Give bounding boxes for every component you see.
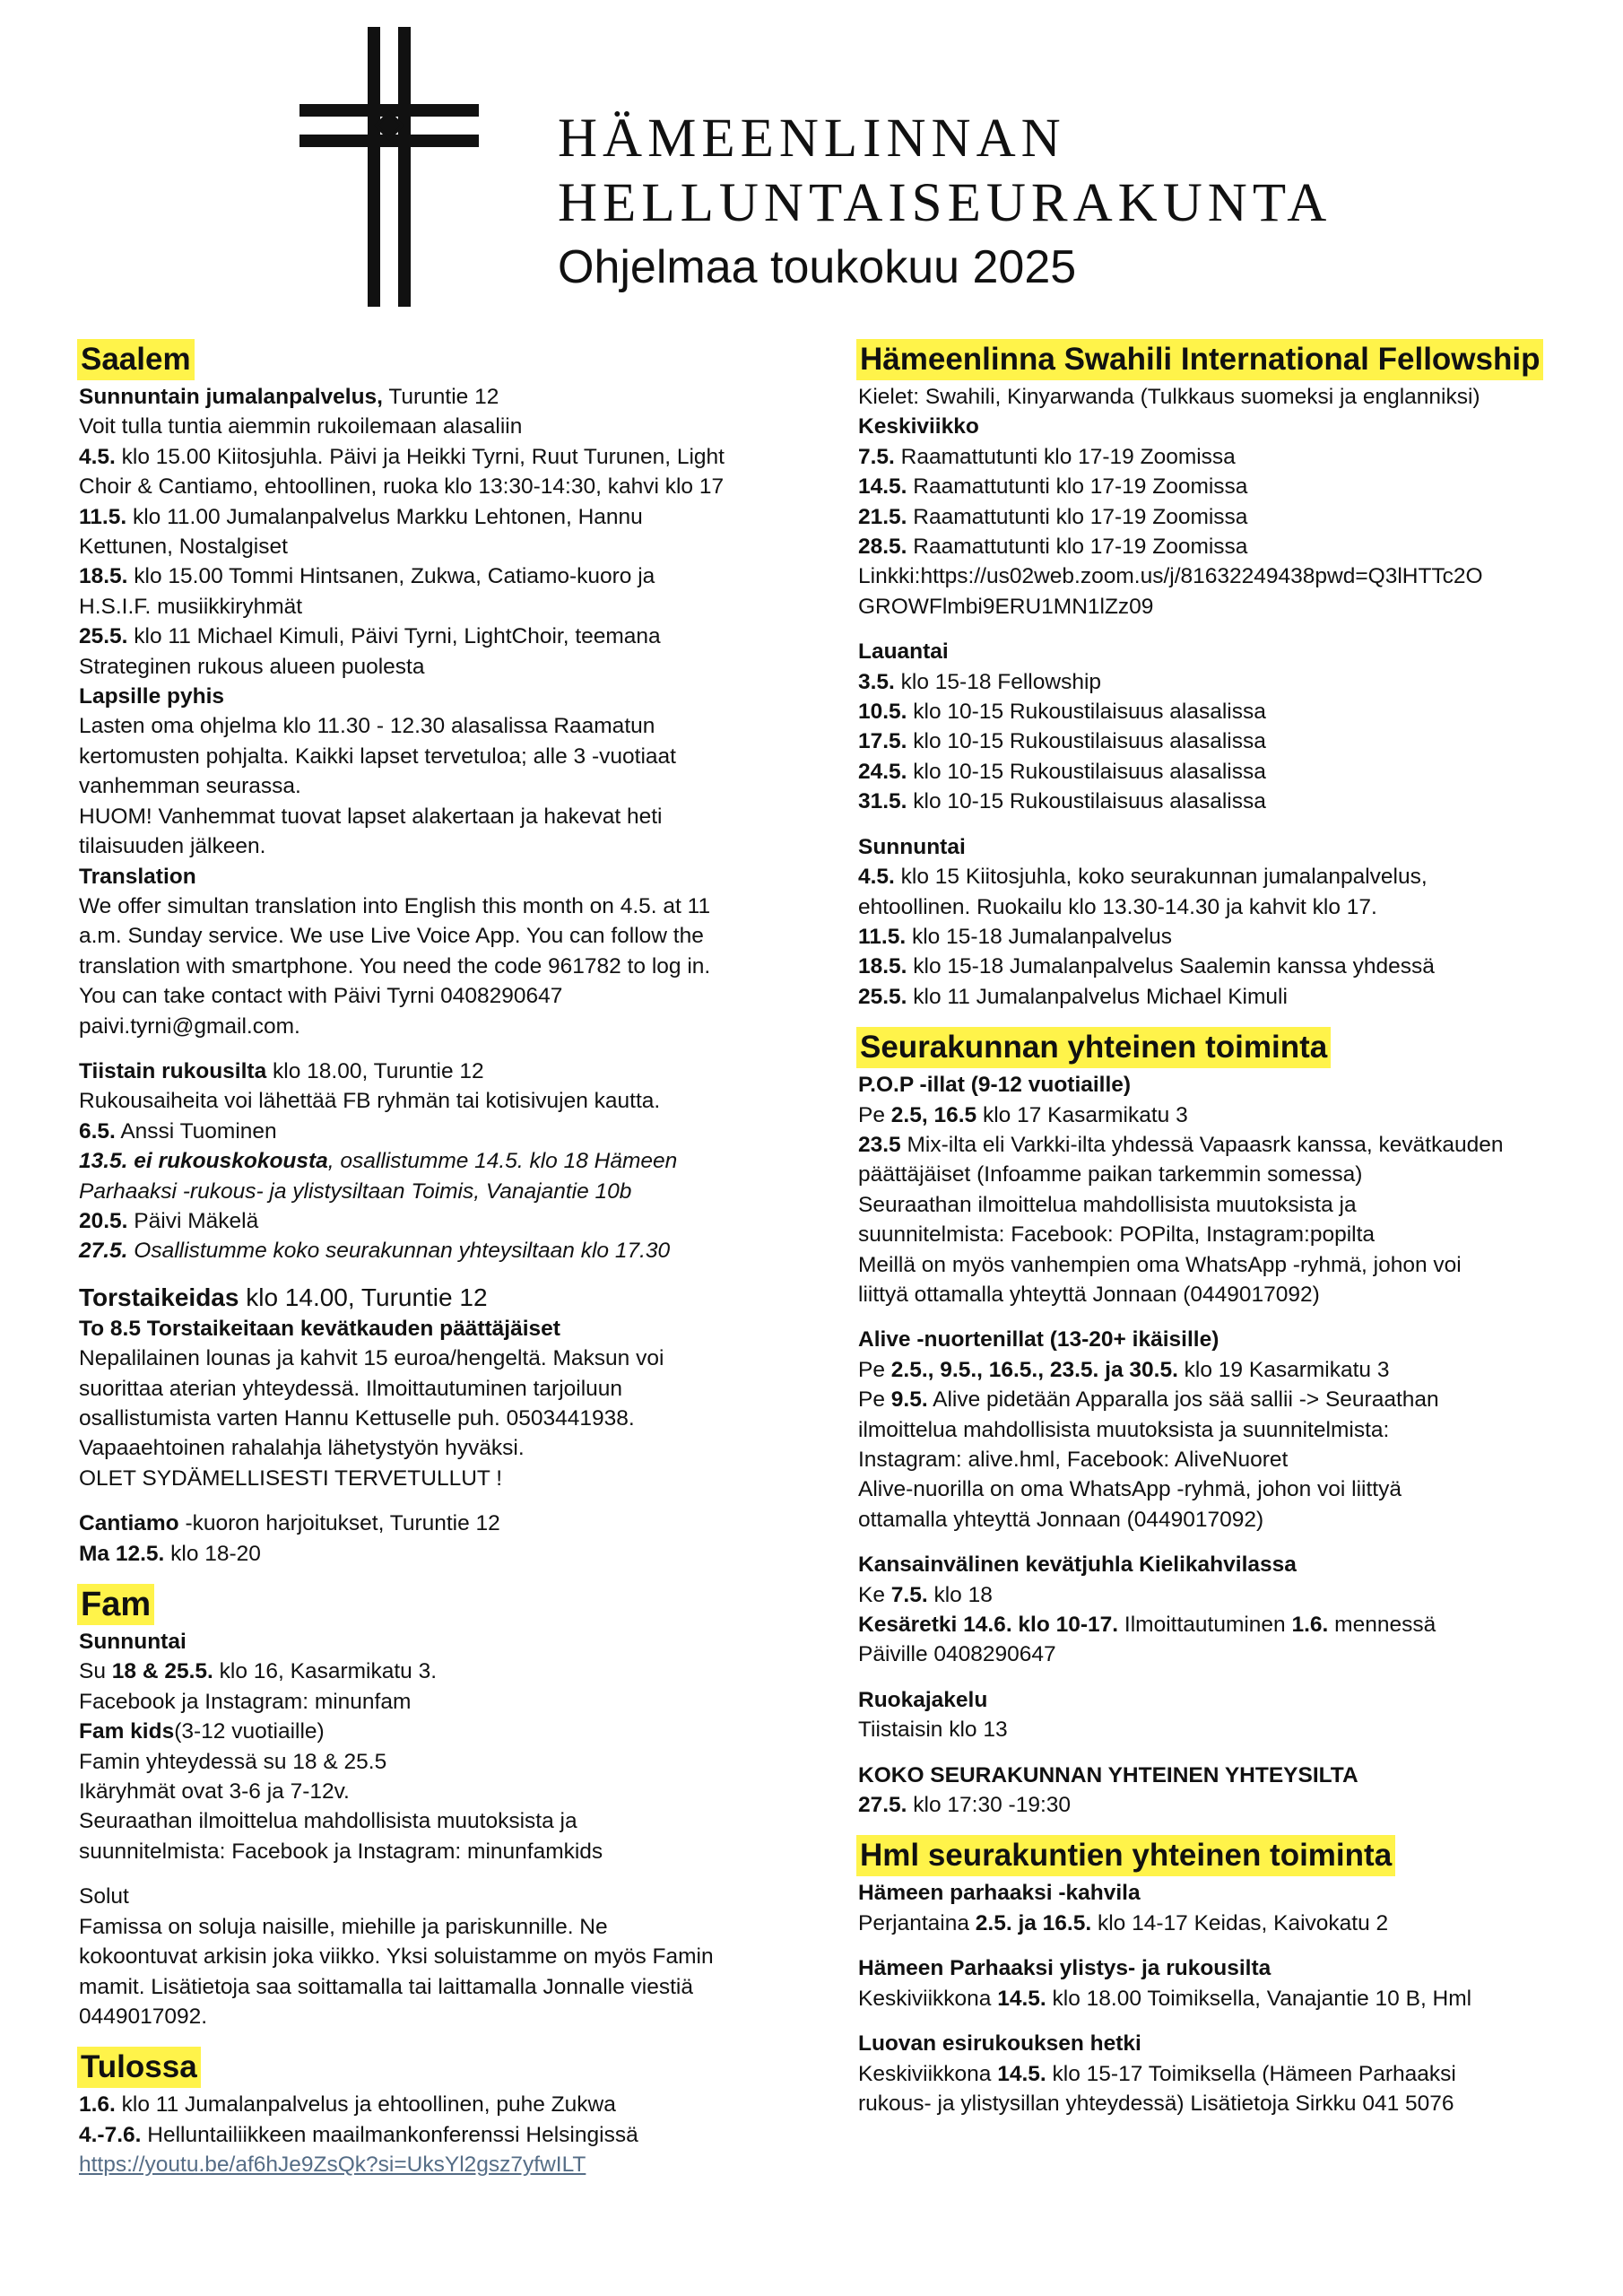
alive-event [858, 1385, 1575, 1414]
event-text: klo 10-15 Rukoustilaisuus alasalissa [907, 729, 1266, 754]
event-text: klo 11 Jumalanpalvelus ja ehtoollinen, puhe Zukwa [115, 2092, 616, 2118]
koko-title-text: KOKO SEURAKUNNAN YHTEINEN YHTEYSILTA [858, 1762, 1358, 1787]
saalem-event [79, 561, 832, 591]
day-prefix: Pe [858, 1357, 891, 1382]
thursday-text: OLET SYDÄMELLISESTI TERVETULLUT ! [79, 1465, 503, 1491]
event-date: 21.5. [858, 504, 907, 529]
event-date: 2.5., 9.5., 16.5., 23.5. ja 30.5. [890, 1357, 1178, 1382]
event-date: 13.5. [79, 1149, 128, 1174]
section-title-swahili: Hämeenlinna Swahili International Fellowship [856, 339, 1543, 380]
hml-cafe-line [858, 1909, 1575, 1938]
event-date: 18 & 25.5. [111, 1659, 213, 1684]
kids-title-text: Lapsille pyhis [79, 684, 225, 709]
left-column [79, 339, 832, 2180]
alive-dates-line [858, 1355, 1575, 1385]
event-date: 25.5. [858, 984, 907, 1009]
day-prefix: Keskiviikkona [858, 2061, 998, 2086]
event-text: klo 15-17 Toimiksella (Hämeen Parhaaksi [1046, 2061, 1456, 2086]
hml-worship-title-text: Hämeen Parhaaksi ylistys- ja rukousilta [858, 1956, 1271, 1981]
alive-text: Alive-nuorilla on oma WhatsApp -ryhmä, johon voi liittyä [858, 1477, 1402, 1502]
alive-title-text: Alive -nuortenillat (13-20+ ikäisille) [858, 1327, 1219, 1352]
day-prefix: Pe [858, 1102, 891, 1127]
alive-title [858, 1325, 1575, 1354]
food-text: Tiistaisin klo 13 [858, 1718, 1008, 1743]
swahili-section-heading [858, 339, 1575, 380]
event-text-cont: Parhaaksi -rukous- ja ylistysiltaan Toimis, Vanajantie 10b [79, 1178, 632, 1204]
cantiamo-label: Cantiamo [79, 1511, 179, 1536]
day-prefix: Ke [858, 1582, 891, 1607]
saalem-event-cont: Kettunen, Nostalgiset [79, 535, 288, 560]
event-date: 27.5. [858, 1793, 907, 1818]
koko-date-line [858, 1790, 1575, 1820]
pop-text: liittyä ottamalla yhteyttä Jonnaan (0449017092) [858, 1282, 1320, 1307]
fam-social: Facebook ja Instagram: minunfam [79, 1689, 412, 1714]
coming-event [79, 2120, 832, 2150]
fam-kids-label: Fam kids [79, 1719, 175, 1744]
event-date: 10.5. [858, 700, 907, 725]
event-date: 2.5. ja 16.5. [975, 1910, 1092, 1935]
event-text: Raamattutunti klo 17-19 Zoomissa [907, 535, 1248, 560]
section-title-fam: Fam [77, 1584, 154, 1625]
event-date: 20.5. [79, 1208, 128, 1233]
pop-event [858, 1130, 1575, 1160]
tuesday-label: Tiistain rukousilta [79, 1058, 267, 1083]
event-date: 3.5. [858, 669, 895, 694]
event-date: 14.5. [858, 474, 907, 500]
event-date: 14.5. [997, 1986, 1046, 2011]
event-text: klo 17 Kasarmikatu 3 [976, 1102, 1188, 1127]
kids-text: vanhemman seurassa. [79, 774, 301, 799]
sunday-service-note: Voit tulla tuntia aiemmin rukoilemaan alasaliin [79, 414, 523, 439]
event-text: Päivi Mäkelä [127, 1208, 259, 1233]
event-text: klo 10-15 Rukoustilaisuus alasalissa [907, 759, 1266, 784]
event-text: klo 18.00 Toimiksella, Vanajantie 10 B, Hml [1046, 1986, 1472, 2011]
hml-cafe-title-text: Hämeen parhaaksi -kahvila [858, 1881, 1141, 1906]
sunday-service-place: Turuntie 12 [382, 385, 499, 409]
solut-text: 0449017092. [79, 2004, 208, 2029]
sunday-service-label: Sunnuntain jumalanpalvelus, [79, 385, 383, 409]
translation-text: We offer simultan translation into English this month on 4.5. at 11 [79, 893, 711, 918]
trip-contact: Päiville 0408290647 [858, 1642, 1056, 1667]
trip-text: Ilmoittautuminen [1118, 1613, 1292, 1638]
event-text: klo 18 [927, 1582, 993, 1607]
solut-title: Solut [79, 1884, 129, 1909]
sunday-event-cont: ehtoollinen. Ruokailu klo 13.30-14.30 ja kahvit klo 17. [858, 894, 1377, 919]
event-text: klo 15.00 Kiitosjuhla. Päivi ja Heikki Tyrni, Ruut Turunen, Light [115, 444, 725, 469]
alive-text: ottamalla yhteyttä Jonnaan (0449017092) [858, 1507, 1264, 1532]
hml-prayer-line [858, 2059, 1575, 2089]
saalem-section-heading [79, 339, 832, 380]
sunday-event [858, 982, 1575, 1012]
event-text-bold: ei rukouskokousta [127, 1149, 328, 1174]
thursday-text: Nepalilainen lounas ja kahvit 15 euroa/hengeltä. Maksun voi [79, 1346, 664, 1371]
event-text: klo 15-18 Fellowship [894, 669, 1102, 694]
pop-text: päättäjäiset (Infoamme paikan tarkemmin somessa) [858, 1162, 1363, 1187]
event-text: klo 19 Kasarmikatu 3 [1177, 1357, 1390, 1382]
cantiamo-time: klo 18-20 [164, 1541, 261, 1566]
kids-text: kertomusten pohjalta. Kaikki lapset tervetuloa; alle 3 -vuotiaat [79, 744, 676, 769]
event-date: 6.5. [79, 1118, 116, 1144]
event-text: klo 10-15 Rukoustilaisuus alasalissa [907, 700, 1266, 725]
coming-section-heading [79, 2047, 832, 2088]
koko-title [858, 1761, 1575, 1790]
event-text: Raamattutunti klo 17-19 Zoomissa [907, 474, 1248, 500]
event-date: 25.5. [79, 624, 128, 649]
sunday-service-line [79, 382, 832, 412]
saturday-title [858, 637, 1575, 666]
event-text: Raamattutunti klo 17-19 Zoomissa [894, 444, 1236, 469]
page-subtitle: Ohjelmaa toukokuu 2025 [558, 241, 1077, 293]
intl-date-line [858, 1580, 1575, 1610]
cantiamo-text: -kuoron harjoitukset, Turuntie 12 [178, 1511, 500, 1536]
thursday-label: Torstaikeidas [79, 1283, 239, 1311]
hml-prayer-title [858, 2029, 1575, 2058]
translation-text: You can take contact with Päivi Tyrni 0408290647 [79, 984, 563, 1009]
trip-deadline: 1.6. [1291, 1613, 1329, 1638]
fam-kids-text: Ikäryhmät ovat 3-6 ja 7-12v. [79, 1779, 350, 1805]
sunday-title [858, 832, 1575, 862]
saturday-event [858, 726, 1575, 756]
section-title-coming: Tulossa [77, 2047, 201, 2088]
thursday-text: suorittaa aterian yhteydessä. Ilmoittautuminen tarjoiluun [79, 1376, 623, 1401]
food-title [858, 1685, 1575, 1715]
event-text: Alive pidetään Apparalla jos sää sallii -> Seuraathan [927, 1387, 1439, 1413]
sunday-event [858, 922, 1575, 952]
translation-text: a.m. Sunday service. We use Live Voice App. You can follow the [79, 924, 704, 949]
event-text: klo 16, Kasarmikatu 3. [213, 1659, 438, 1684]
fam-sunday-title [79, 1627, 832, 1657]
wednesday-event [858, 442, 1575, 472]
event-text: Mix-ilta eli Varkki-ilta yhdessä Vapaasrk kanssa, kevätkauden [900, 1132, 1504, 1157]
tuesday-event-cont [79, 1177, 832, 1206]
translation-text: translation with smartphone. You need the code 961782 to log in. [79, 953, 711, 978]
hml-prayer-cont: rukous- ja ylistysillan yhteydessä) Lisätietoja Sirkku 041 5076 [858, 2091, 1454, 2116]
kids-title [79, 682, 832, 711]
event-date: 11.5. [79, 504, 127, 529]
day-prefix: Su [79, 1659, 112, 1684]
event-date: 18.5. [79, 564, 128, 589]
sunday-event [858, 952, 1575, 981]
event-text: klo 11 Michael Kimuli, Päivi Tyrni, LightChoir, teemana [127, 624, 661, 649]
event-text: klo 15 Kiitosjuhla, koko seurakunnan jumalanpalvelus, [894, 865, 1428, 890]
section-title-saalem: Saalem [77, 339, 195, 380]
thursday-subtitle-text: To 8.5 Torstaikeitaan kevätkauden päättäjäiset [79, 1316, 560, 1341]
fam-sunday-line [79, 1657, 832, 1686]
sunday-label: Sunnuntai [858, 834, 966, 859]
wednesday-event [858, 502, 1575, 532]
day-prefix: Keskiviikkona [858, 1986, 998, 2011]
fam-section-heading [79, 1584, 832, 1625]
intl-title-text: Kansainvälinen kevätjuhla Kielikahvilassa [858, 1552, 1297, 1578]
swahili-languages: Kielet: Swahili, Kinyarwanda (Tulkkaus suomeksi ja englanniksi) [858, 385, 1480, 409]
cantiamo-date-line [79, 1539, 832, 1569]
event-text: , osallistumme 14.5. klo 18 Hämeen [327, 1149, 678, 1174]
event-date: 11.5. [858, 924, 907, 949]
event-date: 14.5. [997, 2061, 1046, 2086]
hml-worship-line [858, 1984, 1575, 2013]
event-text: klo 11 Jumalanpalvelus Michael Kimuli [907, 984, 1288, 1009]
coming-link-line [79, 2150, 832, 2179]
tuesday-title [79, 1057, 832, 1086]
trip-label: Kesäretki 14.6. klo 10-17. [858, 1613, 1119, 1638]
saturday-label: Lauantai [858, 639, 949, 665]
trip-line [858, 1610, 1575, 1639]
pop-dates-line [858, 1100, 1575, 1130]
thursday-place: klo 14.00, Turuntie 12 [239, 1283, 488, 1311]
header [0, 0, 1623, 323]
wednesday-title [858, 412, 1575, 441]
thursday-text: osallistumista varten Hannu Kettuselle puh. 0503441938. [79, 1406, 635, 1431]
translation-title-text: Translation [79, 864, 196, 889]
saalem-event-cont: H.S.I.F. musiikkiryhmät [79, 594, 303, 619]
wednesday-event [858, 532, 1575, 561]
tuesday-event [79, 1206, 832, 1236]
thursday-subtitle [79, 1314, 832, 1344]
alive-text: Instagram: alive.hml, Facebook: AliveNuoret [858, 1448, 1289, 1472]
tuesday-note: Rukousaiheita voi lähettää FB ryhmän tai kotisivujen kautta. [79, 1089, 661, 1114]
right-column [858, 339, 1575, 2118]
hml-section-heading [858, 1835, 1575, 1876]
saturday-event [858, 667, 1575, 697]
thursday-text: Vapaaehtoinen rahalahja lähetystyön hyväksi. [79, 1436, 525, 1461]
section-title-hml: Hml seurakuntien yhteinen toiminta [856, 1835, 1395, 1876]
fam-kids-text: Famin yhteydessä su 18 & 25.5 [79, 1749, 387, 1774]
solut-text: mamit. Lisätietoja saa soittamalla tai laittamalla Jonnalle viestiä [79, 1974, 693, 1999]
solut-text: Famissa on soluja naisille, miehille ja pariskunnille. Ne [79, 1914, 608, 1939]
hml-cafe-title [858, 1878, 1575, 1908]
sunday-event [858, 862, 1575, 891]
cantiamo-date: Ma 12.5. [79, 1541, 165, 1566]
zoom-link-cont[interactable]: GROWFlmbi9ERU1MN1lZz09 [858, 594, 1154, 619]
pop-text: suunnitelmista: Facebook: POPilta, Instagram:popilta [858, 1222, 1376, 1248]
food-title-text: Ruokajakelu [858, 1687, 988, 1712]
event-text: Osallistumme koko seurakunnan yhteysiltaan klo 17.30 [127, 1239, 671, 1264]
cross-logo [299, 27, 479, 307]
event-text: klo 17:30 -19:30 [907, 1793, 1072, 1818]
contact-email: paivi.tyrni@gmail.com. [79, 1013, 300, 1039]
event-date: 4.-7.6. [79, 2122, 142, 2147]
trip-text-end: mennessä [1328, 1613, 1436, 1638]
event-text: klo 15.00 Tommi Hintsanen, Zukwa, Catiamo-kuoro ja [127, 564, 655, 589]
kids-text: Lasten oma ohjelma klo 11.30 - 12.30 alasalissa Raamatun [79, 714, 655, 739]
wednesday-event [858, 472, 1575, 501]
event-date: 1.6. [79, 2092, 116, 2118]
event-date: 2.5, 16.5 [890, 1102, 977, 1127]
event-text: Raamattutunti klo 17-19 Zoomissa [907, 504, 1248, 529]
joint-section-heading [858, 1027, 1575, 1068]
saturday-event [858, 787, 1575, 816]
event-date: 7.5. [858, 444, 895, 469]
event-date: 28.5. [858, 535, 907, 560]
translation-title [79, 862, 832, 891]
event-text: klo 10-15 Rukoustilaisuus alasalissa [907, 789, 1266, 814]
kids-text: HUOM! Vanhemmat tuovat lapset alakertaan ja hakevat heti [79, 804, 663, 829]
event-date: 27.5. [79, 1239, 128, 1264]
event-date: 9.5. [890, 1387, 928, 1413]
org-name-line2: HELLUNTAISEURAKUNTA [558, 173, 1332, 233]
pop-text: Seuraathan ilmoittelua mahdollisista muutoksista ja [858, 1192, 1357, 1217]
event-date: 17.5. [858, 729, 907, 754]
event-date: 31.5. [858, 789, 907, 814]
event-text: klo 15-18 Jumalanpalvelus Saalemin kanssa yhdessä [907, 954, 1435, 979]
saalem-event-cont: Choir & Cantiamo, ehtoollinen, ruoka klo 13:30-14:30, kahvi klo 17 [79, 474, 725, 500]
coming-event [79, 2090, 832, 2119]
hml-prayer-title-text: Luovan esirukouksen hetki [858, 2031, 1141, 2057]
event-text: Anssi Tuominen [115, 1118, 277, 1144]
saalem-event [79, 622, 832, 651]
event-date: 18.5. [858, 954, 907, 979]
cantiamo-title [79, 1509, 832, 1538]
saturday-event [858, 697, 1575, 726]
event-date: 7.5. [890, 1582, 928, 1607]
event-date: 24.5. [858, 759, 907, 784]
section-title-joint: Seurakunnan yhteinen toiminta [856, 1027, 1331, 1068]
solut-text: kokoontuvat arkisin joka viikko. Yksi soluistamme on myös Famin [79, 1944, 714, 1970]
youtube-link[interactable]: https://youtu.be/af6hJe9ZsQk?si=UksYl2gsz7yfwILT [79, 2152, 586, 2178]
fam-kids-text: suunnitelmista: Facebook ja Instagram: minunfamkids [79, 1839, 603, 1864]
intl-title [858, 1550, 1575, 1579]
pop-text: Meillä on myös vanhempien oma WhatsApp -ryhmä, johon voi [858, 1252, 1462, 1277]
fam-kids-text: Seuraathan ilmoittelua mahdollisista muutoksista ja [79, 1809, 577, 1834]
fam-kids-ages: (3-12 vuotiaille) [174, 1719, 325, 1744]
event-date: 4.5. [79, 444, 116, 469]
org-name-line1: HÄMEENLINNAN [558, 109, 1066, 169]
event-text: klo 14-17 Keidas, Kaivokatu 2 [1091, 1910, 1389, 1935]
event-text: klo 15-18 Jumalanpalvelus [906, 924, 1173, 949]
fam-sunday-label: Sunnuntai [79, 1630, 187, 1655]
thursday-title [79, 1282, 832, 1314]
saalem-event [79, 442, 832, 472]
fam-kids-title [79, 1717, 832, 1746]
tuesday-event [79, 1117, 832, 1146]
pop-title-text: P.O.P -illat (9-12 vuotiaille) [858, 1073, 1132, 1098]
alive-text: ilmoittelua mahdollisista muutoksista ja suunnitelmista: [858, 1417, 1390, 1442]
event-text: Helluntailiikkeen maailmankonferenssi Helsingissä [141, 2122, 638, 2147]
zoom-link[interactable]: Linkki:https://us02web.zoom.us/j/81632249438pwd=Q3lHTTc2O [858, 564, 1483, 589]
pop-title [858, 1070, 1575, 1100]
wednesday-label: Keskiviikko [858, 414, 979, 439]
day-prefix: Perjantaina [858, 1910, 976, 1935]
saalem-event [79, 502, 832, 532]
tuesday-place: klo 18.00, Turuntie 12 [266, 1058, 484, 1083]
hml-worship-title [858, 1953, 1575, 1983]
kids-text: tilaisuuden jälkeen. [79, 834, 266, 859]
event-date: 4.5. [858, 865, 895, 890]
saalem-event-cont: Strateginen rukous alueen puolesta [79, 654, 425, 679]
tuesday-event [79, 1146, 832, 1176]
event-text: klo 11.00 Jumalanpalvelus Markku Lehtonen, Hannu [126, 504, 643, 529]
day-prefix: Pe [858, 1387, 891, 1413]
saturday-event [858, 757, 1575, 787]
tuesday-event [79, 1236, 832, 1265]
event-date: 23.5 [858, 1132, 901, 1157]
